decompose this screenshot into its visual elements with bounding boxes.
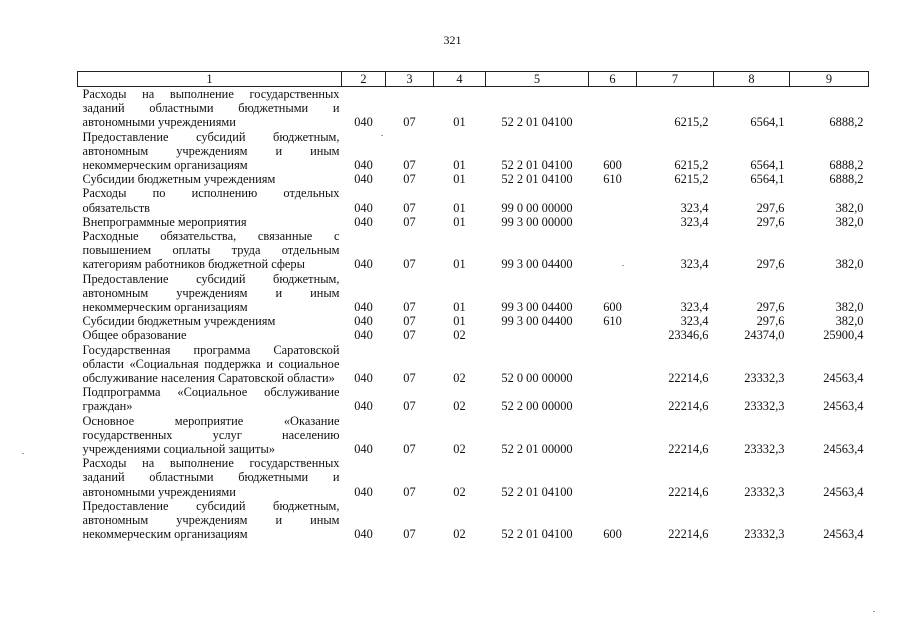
cell-col4: 01 — [453, 257, 466, 272]
cell-col4: 02 — [453, 527, 466, 542]
cell-col4: 01 — [453, 314, 466, 329]
cell-col7: 323,4 — [680, 257, 709, 272]
row-name: Внепрограммные мероприятия — [82, 214, 247, 229]
column-header: 1 — [78, 72, 342, 87]
cell-col2: 040 — [354, 399, 373, 414]
cell-col7: 6215,2 — [674, 172, 709, 187]
cell-col8: 23332,3 — [744, 484, 785, 499]
cell-col6: 600 — [603, 158, 622, 173]
cell-col7: 323,4 — [680, 300, 709, 315]
cell-col8: 23332,3 — [744, 527, 785, 542]
scan-speck — [873, 611, 875, 612]
scan-speck — [22, 453, 24, 454]
cell-col3: 07 — [403, 527, 416, 542]
cell-col9: 6888,2 — [829, 115, 864, 130]
cell-col9: 382,0 — [835, 300, 864, 315]
cell-col7: 22214,6 — [668, 527, 709, 542]
cell-col5: 52 2 01 04100 — [501, 115, 573, 130]
cell-col8: 23332,3 — [744, 399, 785, 414]
cell-col4: 01 — [453, 200, 466, 215]
cell-col7: 323,4 — [680, 314, 709, 329]
row-name: Расходы на выполнение государственных заданий областными бюджетными и автономными учреждениями — [82, 87, 340, 130]
cell-col6 — [589, 328, 637, 342]
cell-col3: 07 — [403, 214, 416, 229]
cell-col7: 22214,6 — [668, 442, 709, 457]
cell-col5: 99 3 00 04400 — [501, 257, 573, 272]
cell-col3: 07 — [403, 328, 416, 343]
cell-col7: 23346,6 — [668, 328, 709, 343]
cell-col9: 382,0 — [835, 200, 864, 215]
column-header: 7 — [637, 72, 714, 87]
column-header: 4 — [434, 72, 486, 87]
cell-col8: 24374,0 — [744, 328, 785, 343]
cell-col8: 297,6 — [756, 314, 785, 329]
cell-col4: 02 — [453, 328, 466, 343]
row-name: Предоставление субсидий бюджетным, автономным учреждениям и иным некоммерческим организациям — [82, 271, 340, 315]
cell-col3: 07 — [403, 300, 416, 315]
cell-col9: 382,0 — [835, 257, 864, 272]
cell-col8: 23332,3 — [744, 442, 785, 457]
cell-col4: 01 — [453, 172, 466, 187]
table-row — [78, 456, 869, 499]
cell-col3: 07 — [403, 200, 416, 215]
cell-col9: 382,0 — [835, 314, 864, 329]
cell-col8: 297,6 — [756, 300, 785, 315]
cell-col4: 01 — [453, 115, 466, 130]
cell-col6 — [589, 229, 637, 272]
table-row — [78, 215, 869, 229]
cell-col6 — [589, 385, 637, 413]
row-name: Субсидии бюджетным учреждениям — [82, 172, 276, 187]
cell-col7: 22214,6 — [668, 484, 709, 499]
cell-col4: 01 — [453, 158, 466, 173]
table-row — [78, 499, 869, 542]
cell-col6 — [589, 87, 637, 130]
cell-col2: 040 — [354, 300, 373, 315]
row-name: Основное мероприятие «Оказание государственных услуг населению учреждениями социальной защиты» — [82, 413, 340, 457]
cell-col8: 6564,1 — [750, 158, 785, 173]
cell-col3: 07 — [403, 371, 416, 386]
row-name: Предоставление субсидий бюджетным, автономным учреждениям и иным некоммерческим организациям — [82, 129, 340, 173]
table-row — [78, 130, 869, 173]
row-name: Государственная программа Саратовской области «Социальная поддержка и социальное обслуживание населения Саратовской области» — [82, 342, 340, 386]
scan-speck — [381, 135, 383, 136]
table-row — [78, 87, 869, 130]
cell-col3: 07 — [403, 399, 416, 414]
page-number: 321 — [443, 33, 462, 47]
cell-col5: 52 2 00 00000 — [501, 399, 573, 414]
column-header: 8 — [714, 72, 790, 87]
column-header: 6 — [589, 72, 637, 87]
row-name: Расходы на выполнение государственных заданий областными бюджетными и автономными учреждениями — [82, 456, 340, 499]
cell-col7: 323,4 — [680, 200, 709, 215]
cell-col3: 07 — [403, 158, 416, 173]
cell-col2: 040 — [354, 484, 373, 499]
cell-col2: 040 — [354, 115, 373, 130]
cell-col3: 07 — [403, 484, 416, 499]
cell-col7: 6215,2 — [674, 158, 709, 173]
cell-col2: 040 — [354, 214, 373, 229]
cell-col2: 040 — [354, 314, 373, 329]
scan-speck — [622, 265, 624, 266]
cell-col5: 52 0 00 00000 — [501, 371, 573, 386]
table-row — [78, 229, 869, 272]
cell-col6: 610 — [603, 314, 622, 329]
cell-col5: 52 2 01 00000 — [501, 442, 573, 457]
table-row — [78, 272, 869, 315]
cell-col2: 040 — [354, 158, 373, 173]
cell-col5: 99 0 00 00000 — [501, 200, 573, 215]
row-name: Расходы по исполнению отдельных обязательств — [82, 186, 340, 215]
cell-col6: 600 — [603, 527, 622, 542]
cell-col6 — [589, 456, 637, 499]
cell-col7: 6215,2 — [674, 115, 709, 130]
cell-col5: 52 2 01 04100 — [501, 158, 573, 173]
cell-col7: 323,4 — [680, 214, 709, 229]
table-row — [78, 385, 869, 413]
cell-col5: 99 3 00 04400 — [501, 314, 573, 329]
cell-col7: 22214,6 — [668, 399, 709, 414]
cell-col5: 99 3 00 04400 — [501, 300, 573, 315]
cell-col5: 52 2 01 04100 — [501, 172, 573, 187]
budget-table — [77, 71, 869, 542]
table-row — [78, 186, 869, 214]
cell-col7: 22214,6 — [668, 371, 709, 386]
cell-col3: 07 — [403, 442, 416, 457]
cell-col2: 040 — [354, 172, 373, 187]
row-name: Подпрограмма «Социальное обслуживание граждан» — [82, 385, 340, 414]
cell-col8: 297,6 — [756, 257, 785, 272]
header-row — [78, 72, 869, 87]
cell-col3: 07 — [403, 257, 416, 272]
cell-col6 — [589, 186, 637, 214]
cell-col5 — [486, 328, 589, 342]
cell-col4: 02 — [453, 484, 466, 499]
cell-col9: 24563,4 — [823, 371, 864, 386]
cell-col4: 02 — [453, 371, 466, 386]
cell-col9: 24563,4 — [823, 527, 864, 542]
cell-col2: 040 — [354, 257, 373, 272]
cell-col3: 07 — [403, 314, 416, 329]
cell-col9: 382,0 — [835, 214, 864, 229]
cell-col6: 610 — [603, 172, 622, 187]
cell-col4: 02 — [453, 399, 466, 414]
cell-col2: 040 — [354, 328, 373, 343]
table-row — [78, 314, 869, 328]
cell-col3: 07 — [403, 115, 416, 130]
cell-col8: 6564,1 — [750, 172, 785, 187]
cell-col6 — [589, 215, 637, 229]
column-header: 9 — [790, 72, 869, 87]
row-name: Расходные обязательства, связанные с повышением оплаты труда отдельным категориям работников бюджетной сферы — [82, 229, 340, 272]
cell-col9: 6888,2 — [829, 172, 864, 187]
cell-col4: 01 — [453, 214, 466, 229]
column-header: 3 — [386, 72, 434, 87]
cell-col4: 01 — [453, 300, 466, 315]
cell-col2: 040 — [354, 442, 373, 457]
table-row — [78, 328, 869, 342]
cell-col8: 6564,1 — [750, 115, 785, 130]
cell-col6 — [589, 414, 637, 457]
table-row — [78, 414, 869, 457]
cell-col6: 600 — [603, 300, 622, 315]
cell-col9: 24563,4 — [823, 399, 864, 414]
cell-col9: 6888,2 — [829, 158, 864, 173]
cell-col9: 24563,4 — [823, 484, 864, 499]
cell-col3: 07 — [403, 172, 416, 187]
row-name: Общее образование — [82, 328, 187, 343]
cell-col2: 040 — [354, 527, 373, 542]
table-row — [78, 172, 869, 186]
table-row — [78, 343, 869, 386]
cell-col5: 99 3 00 00000 — [501, 214, 573, 229]
cell-col2: 040 — [354, 371, 373, 386]
cell-col5: 52 2 01 04100 — [501, 484, 573, 499]
cell-col8: 297,6 — [756, 214, 785, 229]
cell-col5: 52 2 01 04100 — [501, 527, 573, 542]
cell-col6 — [589, 343, 637, 386]
cell-col2: 040 — [354, 200, 373, 215]
cell-col4: 02 — [453, 442, 466, 457]
cell-col8: 23332,3 — [744, 371, 785, 386]
column-header: 2 — [342, 72, 386, 87]
row-name: Предоставление субсидий бюджетным, автономным учреждениям и иным некоммерческим организациям — [82, 498, 340, 542]
cell-col8: 297,6 — [756, 200, 785, 215]
row-name: Субсидии бюджетным учреждениям — [82, 314, 276, 329]
column-header: 5 — [486, 72, 589, 87]
cell-col9: 24563,4 — [823, 442, 864, 457]
cell-col9: 25900,4 — [823, 328, 864, 343]
